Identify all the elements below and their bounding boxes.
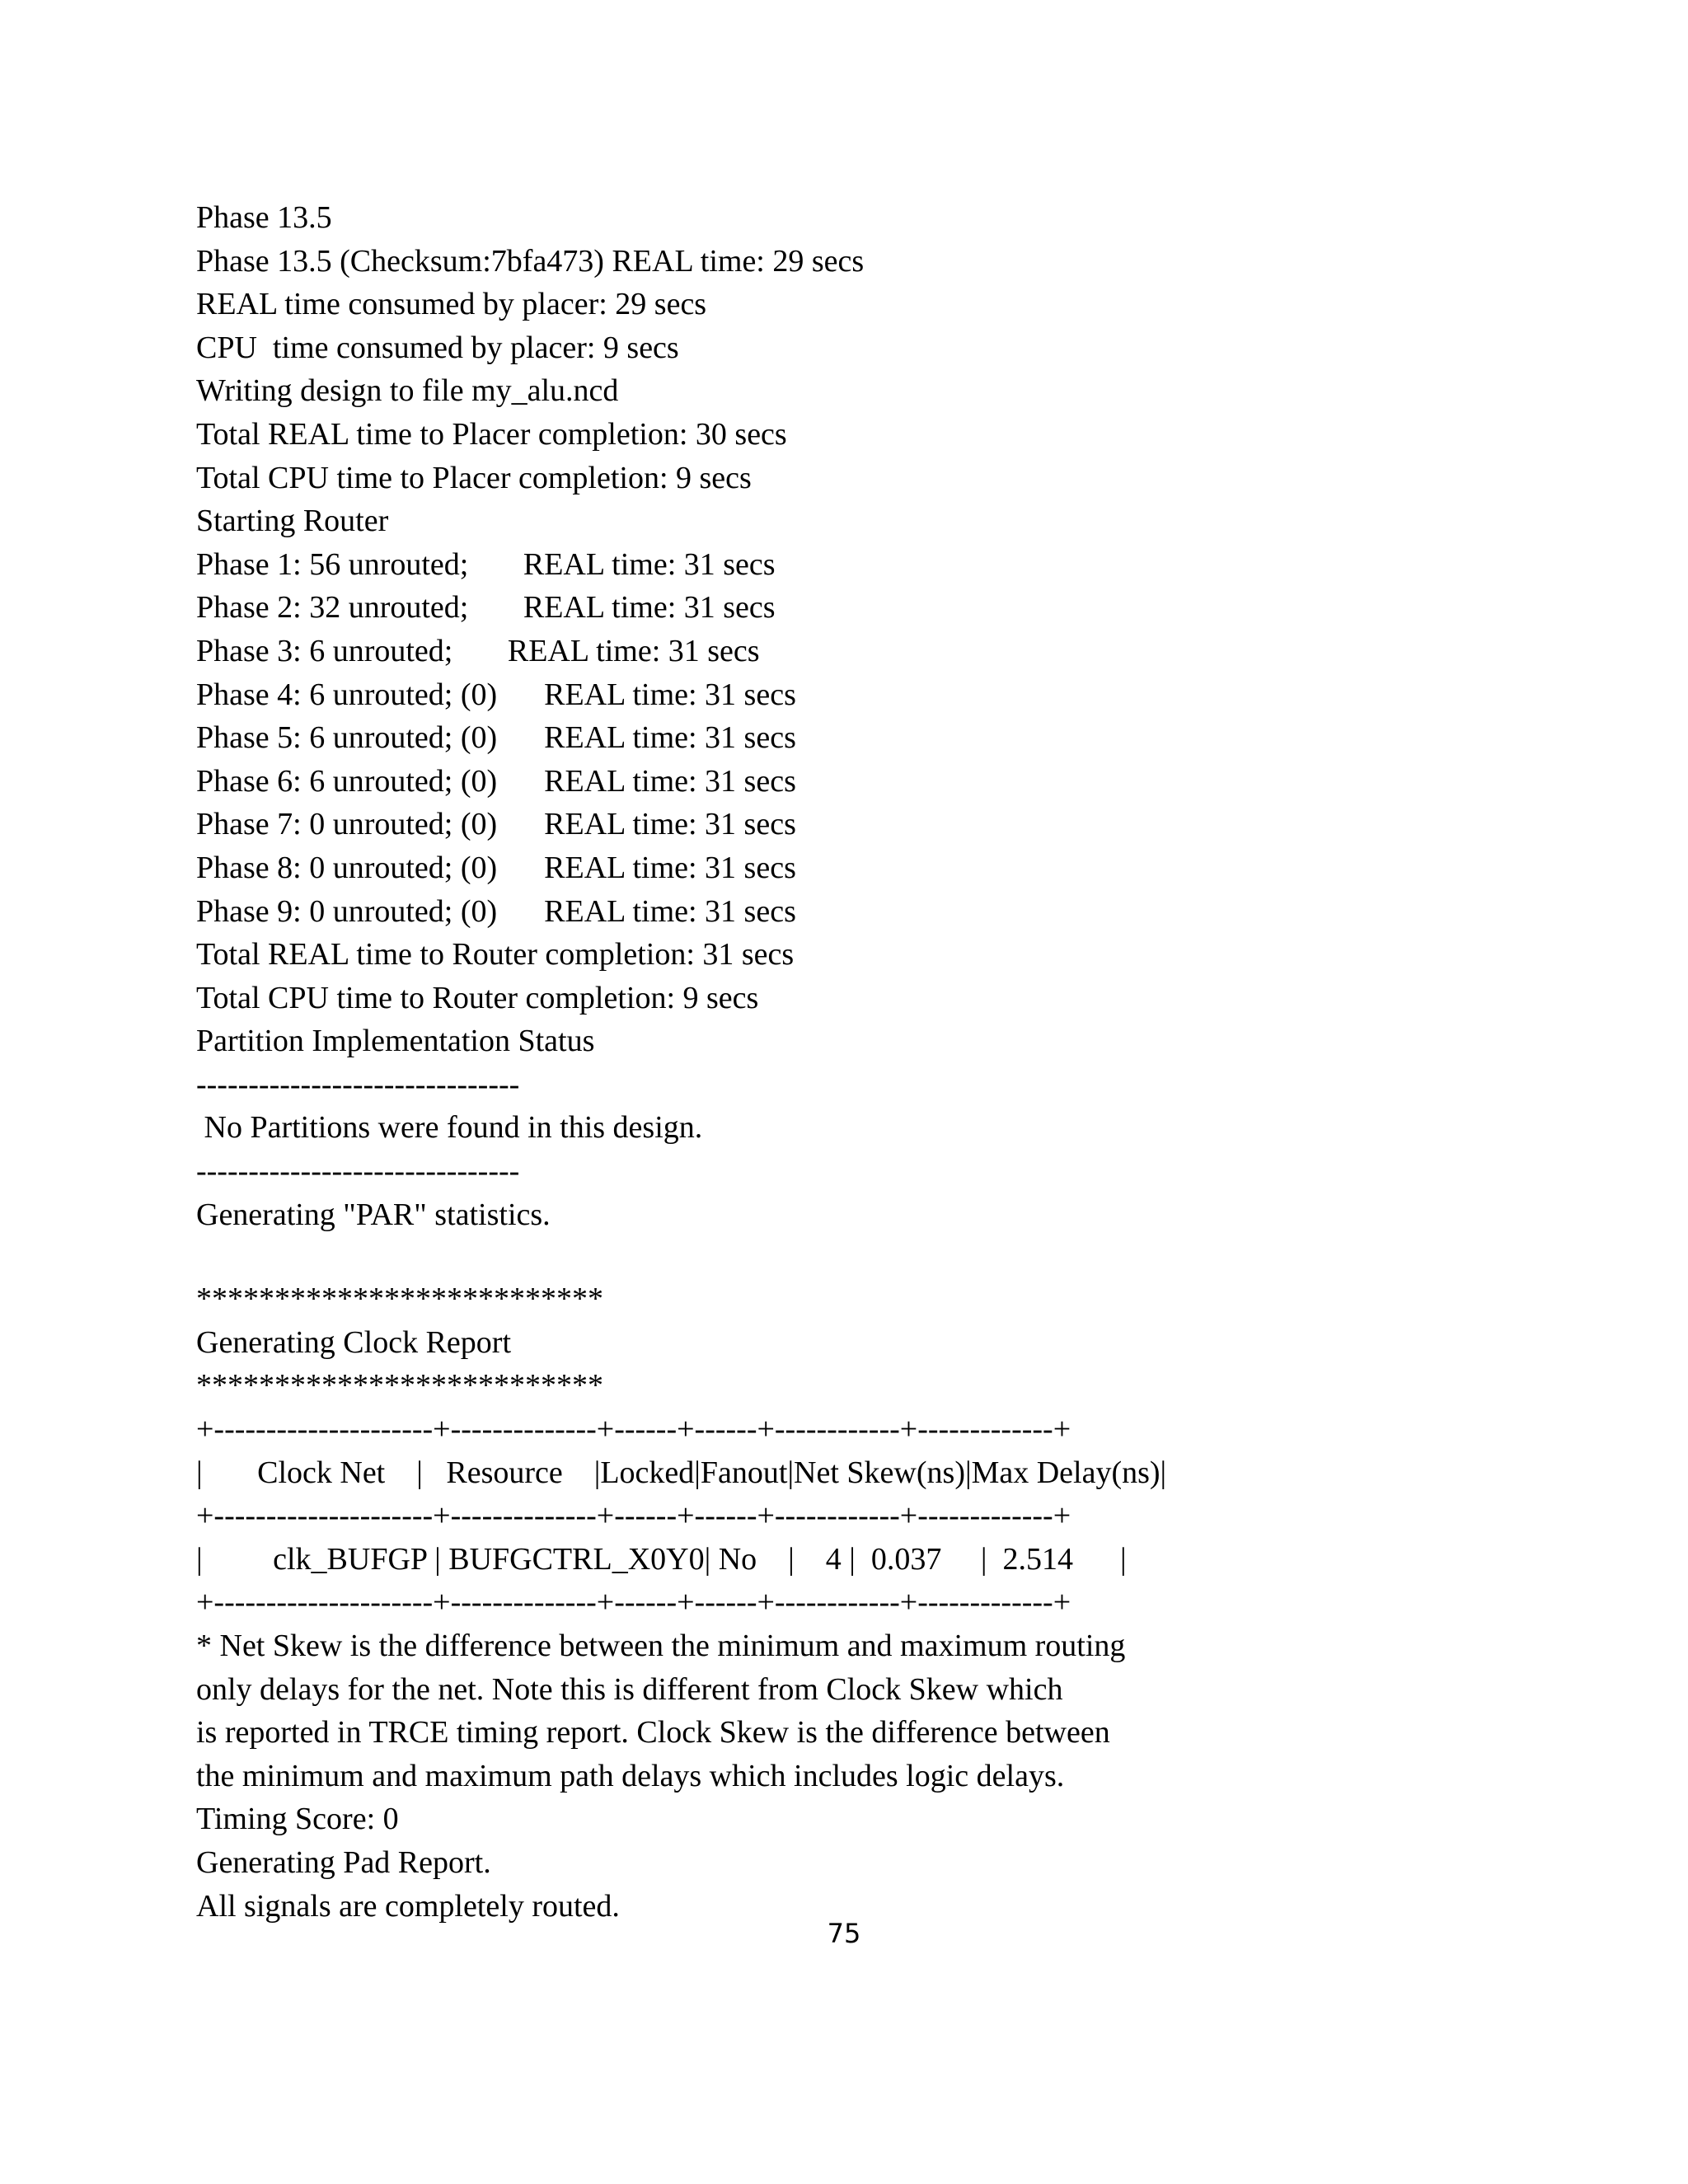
- report-line: is reported in TRCE timing report. Clock Skew is the difference between: [196, 1715, 1110, 1750]
- placer-router-log: [196, 196, 1597, 1236]
- blank-line: [196, 1236, 1597, 1277]
- log-line: Total CPU time to Placer completion: 9 secs: [196, 460, 752, 495]
- log-line: Generating "PAR" statistics.: [196, 1197, 551, 1232]
- log-line: Phase 3: 6 unrouted; REAL time: 31 secs: [196, 633, 760, 668]
- log-line: Total CPU time to Router completion: 9 secs: [196, 980, 759, 1015]
- separator-line: **************************: [196, 1368, 603, 1404]
- report-line: only delays for the net. Note this is different from Clock Skew which: [196, 1671, 1063, 1707]
- clock-table-row: | Clock Net | Resource |Locked|Fanout|Net Skew(ns)|Max Delay(ns)|: [196, 1455, 1167, 1490]
- log-line: Phase 1: 56 unrouted; REAL time: 31 secs: [196, 546, 776, 582]
- log-line: Total REAL time to Router completion: 31 secs: [196, 937, 795, 972]
- report-line: Generating Pad Report.: [196, 1844, 491, 1880]
- log-line: Phase 13.5 (Checksum:7bfa473) REAL time: 29 secs: [196, 243, 865, 279]
- separator-line: **************************: [196, 1282, 603, 1317]
- log-line: Partition Implementation Status: [196, 1024, 595, 1059]
- log-line: -------------------------------: [196, 1154, 520, 1189]
- log-line: Phase 4: 6 unrouted; (0) REAL time: 31 secs: [196, 677, 796, 712]
- clock-report-section: [196, 1277, 1597, 1928]
- log-line: No Partitions were found in this design.: [196, 1110, 703, 1146]
- log-line: Phase 9: 0 unrouted; (0) REAL time: 31 secs: [196, 893, 796, 929]
- page-number: 75: [827, 1918, 861, 1949]
- report-line: Timing Score: 0: [196, 1802, 399, 1837]
- log-line: Phase 6: 6 unrouted; (0) REAL time: 31 secs: [196, 763, 796, 799]
- report-line: the minimum and maximum path delays which includes logic delays.: [196, 1758, 1065, 1793]
- clock-table-row: +---------------------+--------------+------+------+------------+-------------+: [196, 1498, 1071, 1534]
- log-line: Phase 13.5: [196, 200, 332, 235]
- log-line: Writing design to file my_alu.ncd: [196, 373, 619, 409]
- clock-table-row: +---------------------+--------------+------+------+------------+-------------+: [196, 1585, 1071, 1620]
- log-line: Phase 5: 6 unrouted; (0) REAL time: 31 secs: [196, 720, 796, 756]
- report-line: * Net Skew is the difference between the minimum and maximum routing: [196, 1629, 1126, 1663]
- log-line: Phase 7: 0 unrouted; (0) REAL time: 31 secs: [196, 807, 796, 842]
- log-line: REAL time consumed by placer: 29 secs: [196, 287, 707, 322]
- report-line: All signals are completely routed.: [196, 1888, 620, 1924]
- clock-table-row: | clk_BUFGP | BUFGCTRL_X0Y0| No | 4 | 0.037 | 2.514 |: [196, 1541, 1127, 1577]
- log-line: CPU time consumed by placer: 9 secs: [196, 330, 679, 365]
- clock-table-row: +---------------------+--------------+------+------+------------+-------------+: [196, 1412, 1071, 1447]
- log-line: Starting Router: [196, 504, 389, 539]
- report-text: [196, 196, 1597, 1928]
- log-line: Total REAL time to Placer completion: 30 secs: [196, 416, 787, 452]
- log-line: -------------------------------: [196, 1066, 520, 1102]
- log-line: Phase 2: 32 unrouted; REAL time: 31 secs: [196, 590, 776, 626]
- log-line: Phase 8: 0 unrouted; (0) REAL time: 31 secs: [196, 850, 796, 885]
- report-line: Generating Clock Report: [196, 1324, 512, 1360]
